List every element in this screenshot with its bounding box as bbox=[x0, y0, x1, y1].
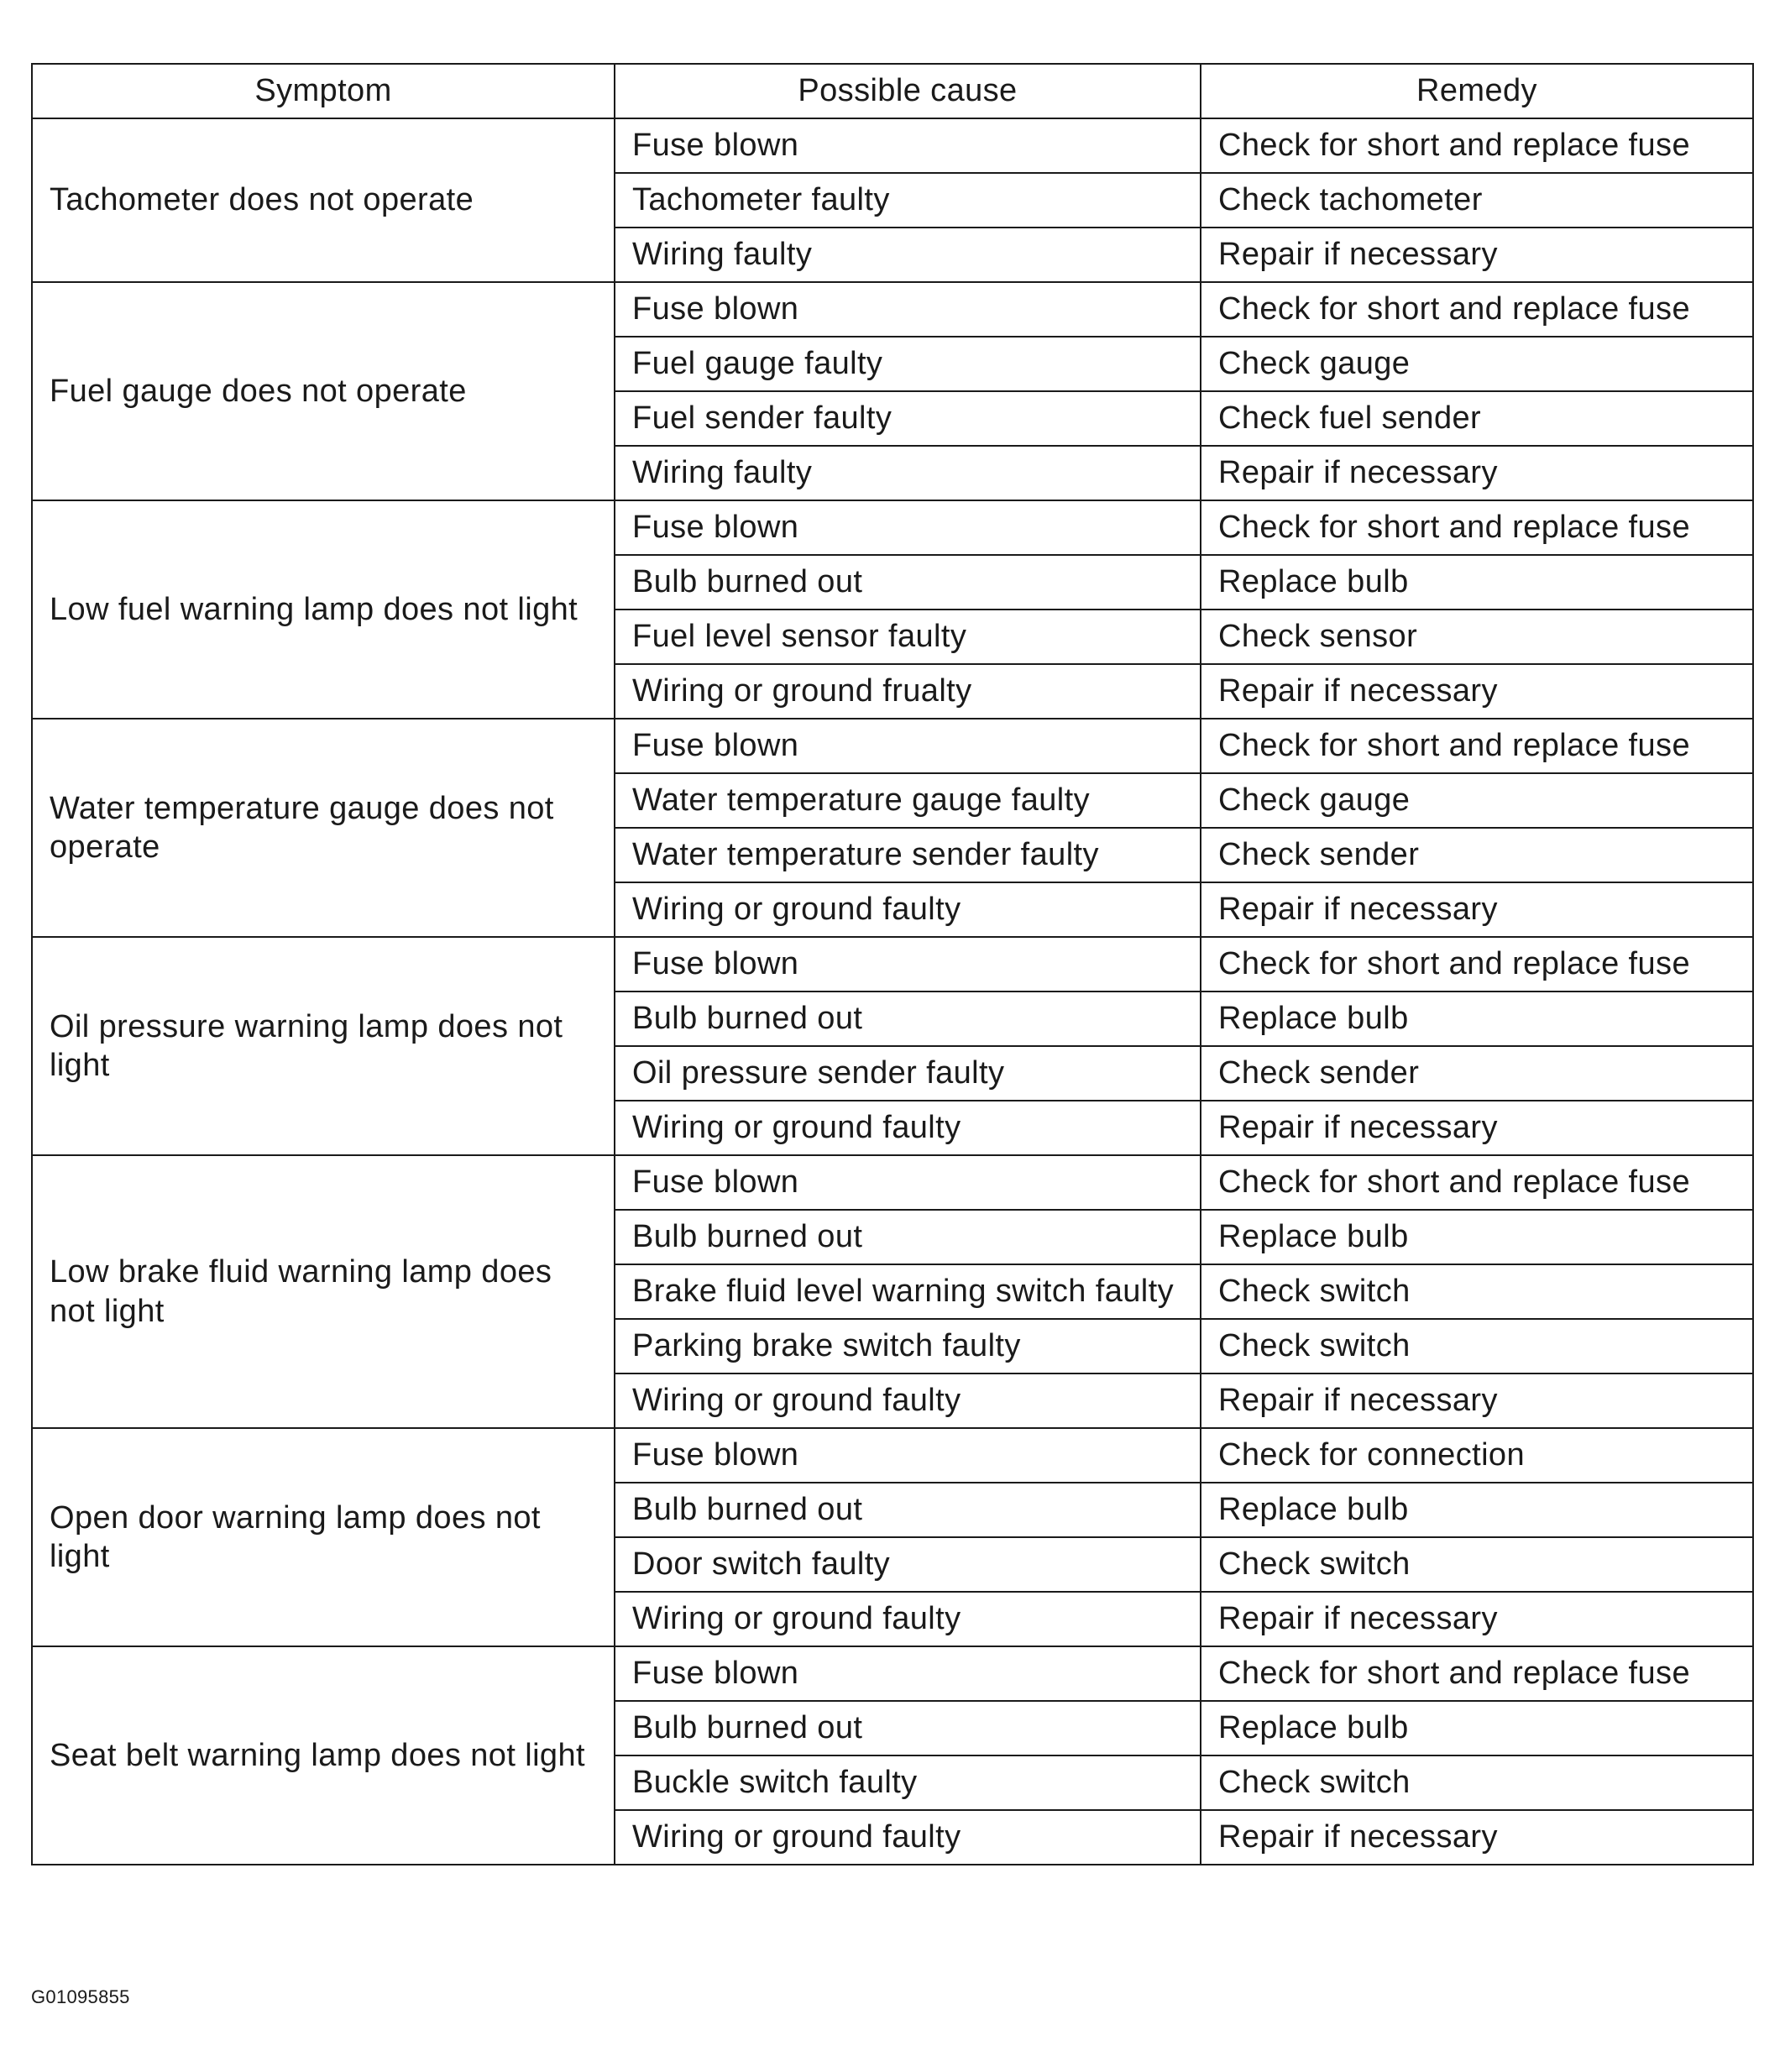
remedy-cell: Repair if necessary bbox=[1201, 664, 1753, 719]
possible-cause-cell: Water temperature sender faulty bbox=[615, 828, 1201, 882]
possible-cause-cell: Fuse blown bbox=[615, 118, 1201, 173]
possible-cause-cell: Wiring or ground frualty bbox=[615, 664, 1201, 719]
symptom-cell: Water temperature gauge does not operate bbox=[32, 719, 615, 937]
remedy-cell: Check switch bbox=[1201, 1755, 1753, 1810]
header-symptom: Symptom bbox=[32, 64, 615, 118]
possible-cause-cell: Oil pressure sender faulty bbox=[615, 1046, 1201, 1101]
remedy-cell: Check switch bbox=[1201, 1319, 1753, 1373]
symptom-cell: Seat belt warning lamp does not light bbox=[32, 1646, 615, 1865]
remedy-cell: Repair if necessary bbox=[1201, 1810, 1753, 1865]
remedy-cell: Check sensor bbox=[1201, 610, 1753, 664]
possible-cause-cell: Fuse blown bbox=[615, 500, 1201, 555]
remedy-cell: Replace bulb bbox=[1201, 1701, 1753, 1755]
remedy-cell: Check for short and replace fuse bbox=[1201, 118, 1753, 173]
remedy-cell: Replace bulb bbox=[1201, 1483, 1753, 1537]
possible-cause-cell: Buckle switch faulty bbox=[615, 1755, 1201, 1810]
table-row bbox=[32, 719, 1753, 773]
possible-cause-cell: Fuse blown bbox=[615, 937, 1201, 992]
remedy-cell: Check sender bbox=[1201, 828, 1753, 882]
remedy-cell: Check gauge bbox=[1201, 773, 1753, 828]
possible-cause-cell: Fuel level sensor faulty bbox=[615, 610, 1201, 664]
remedy-cell: Check tachometer bbox=[1201, 173, 1753, 228]
table-row bbox=[32, 1155, 1753, 1210]
header-possible-cause: Possible cause bbox=[615, 64, 1201, 118]
possible-cause-cell: Wiring or ground faulty bbox=[615, 882, 1201, 937]
possible-cause-cell: Fuse blown bbox=[615, 1646, 1201, 1701]
symptom-cell: Low fuel warning lamp does not light bbox=[32, 500, 615, 719]
possible-cause-cell: Tachometer faulty bbox=[615, 173, 1201, 228]
symptom-cell: Open door warning lamp does not light bbox=[32, 1428, 615, 1646]
header-remedy: Remedy bbox=[1201, 64, 1753, 118]
possible-cause-cell: Wiring or ground faulty bbox=[615, 1810, 1201, 1865]
possible-cause-cell: Bulb burned out bbox=[615, 992, 1201, 1046]
remedy-cell: Check gauge bbox=[1201, 337, 1753, 391]
remedy-cell: Repair if necessary bbox=[1201, 882, 1753, 937]
remedy-cell: Check fuel sender bbox=[1201, 391, 1753, 446]
table-row bbox=[32, 1428, 1753, 1483]
symptom-cell: Low brake fluid warning lamp does not light bbox=[32, 1155, 615, 1428]
remedy-cell: Repair if necessary bbox=[1201, 1592, 1753, 1646]
possible-cause-cell: Parking brake switch faulty bbox=[615, 1319, 1201, 1373]
remedy-cell: Replace bulb bbox=[1201, 1210, 1753, 1264]
remedy-cell: Check for short and replace fuse bbox=[1201, 719, 1753, 773]
symptom-cell: Fuel gauge does not operate bbox=[32, 282, 615, 500]
table-row bbox=[32, 1646, 1753, 1701]
table-row bbox=[32, 282, 1753, 337]
remedy-cell: Repair if necessary bbox=[1201, 1101, 1753, 1155]
table-row bbox=[32, 118, 1753, 173]
symptom-cell: Tachometer does not operate bbox=[32, 118, 615, 282]
possible-cause-cell: Water temperature gauge faulty bbox=[615, 773, 1201, 828]
table-body bbox=[32, 118, 1753, 1865]
possible-cause-cell: Bulb burned out bbox=[615, 1701, 1201, 1755]
remedy-cell: Check for connection bbox=[1201, 1428, 1753, 1483]
remedy-cell: Check for short and replace fuse bbox=[1201, 1646, 1753, 1701]
possible-cause-cell: Wiring or ground faulty bbox=[615, 1101, 1201, 1155]
remedy-cell: Replace bulb bbox=[1201, 555, 1753, 610]
table-header-row bbox=[32, 64, 1753, 118]
possible-cause-cell: Wiring faulty bbox=[615, 228, 1201, 282]
troubleshooting-table bbox=[31, 63, 1754, 1865]
remedy-cell: Check for short and replace fuse bbox=[1201, 937, 1753, 992]
possible-cause-cell: Brake fluid level warning switch faulty bbox=[615, 1264, 1201, 1319]
remedy-cell: Repair if necessary bbox=[1201, 1373, 1753, 1428]
possible-cause-cell: Wiring or ground faulty bbox=[615, 1592, 1201, 1646]
possible-cause-cell: Bulb burned out bbox=[615, 1210, 1201, 1264]
remedy-cell: Check switch bbox=[1201, 1264, 1753, 1319]
remedy-cell: Check switch bbox=[1201, 1537, 1753, 1592]
remedy-cell: Check for short and replace fuse bbox=[1201, 1155, 1753, 1210]
possible-cause-cell: Bulb burned out bbox=[615, 1483, 1201, 1537]
remedy-cell: Repair if necessary bbox=[1201, 228, 1753, 282]
remedy-cell: Repair if necessary bbox=[1201, 446, 1753, 500]
figure-code: G01095855 bbox=[31, 1986, 130, 2007]
table-row bbox=[32, 500, 1753, 555]
table-row bbox=[32, 937, 1753, 992]
remedy-cell: Check sender bbox=[1201, 1046, 1753, 1101]
possible-cause-cell: Bulb burned out bbox=[615, 555, 1201, 610]
remedy-cell: Check for short and replace fuse bbox=[1201, 282, 1753, 337]
possible-cause-cell: Fuse blown bbox=[615, 719, 1201, 773]
possible-cause-cell: Fuel sender faulty bbox=[615, 391, 1201, 446]
symptom-cell: Oil pressure warning lamp does not light bbox=[32, 937, 615, 1155]
possible-cause-cell: Door switch faulty bbox=[615, 1537, 1201, 1592]
remedy-cell: Check for short and replace fuse bbox=[1201, 500, 1753, 555]
possible-cause-cell: Wiring or ground faulty bbox=[615, 1373, 1201, 1428]
possible-cause-cell: Fuse blown bbox=[615, 1428, 1201, 1483]
remedy-cell: Replace bulb bbox=[1201, 992, 1753, 1046]
possible-cause-cell: Fuel gauge faulty bbox=[615, 337, 1201, 391]
possible-cause-cell: Fuse blown bbox=[615, 1155, 1201, 1210]
possible-cause-cell: Wiring faulty bbox=[615, 446, 1201, 500]
possible-cause-cell: Fuse blown bbox=[615, 282, 1201, 337]
